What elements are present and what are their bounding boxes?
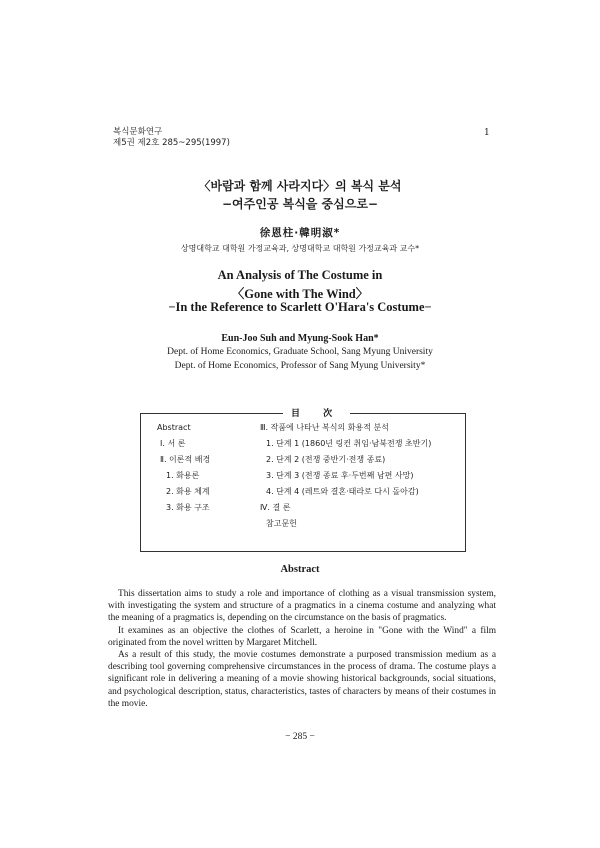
korean-title-line2: −여주인공 복식을 중심으로− (222, 197, 378, 211)
korean-title-line1: 〈바람과 함께 사라지다〉의 복식 분석 (198, 179, 402, 193)
toc-item: 1. 단계 1 (1860년 링컨 취임·남북전쟁 초반기) (266, 439, 432, 448)
korean-affiliation: 상명대학교 대학원 가정교육과, 상명대학교 대학원 가정교육과 교수* (180, 244, 420, 253)
corner-page-number: 1 (484, 128, 490, 138)
toc-item: Ⅱ. 이론적 배경 (160, 455, 211, 464)
table-of-contents-box (140, 413, 466, 552)
toc-item: 2. 단계 2 (전쟁 중반기·전쟁 종료) (266, 455, 386, 464)
abstract-heading: Abstract (280, 564, 320, 575)
english-authors: Eun-Joo Suh and Myung-Sook Han* (221, 333, 379, 344)
toc-item: Ⅰ. 서 론 (160, 439, 186, 448)
english-affiliation-line2: Dept. of Home Economics, Professor of Sang Myung University* (174, 361, 426, 371)
table-of-contents-title: 目 次 (283, 406, 350, 419)
toc-item: Abstract (157, 423, 191, 432)
page-number: − 285 − (285, 732, 315, 742)
abstract-paragraph: As a result of this study, the movie costumes demonstrate a purposed transmission medium as a describing tool governing comprehensive circumstances in the process of drama. The costume plays a significant role in delivering a meaning of a movie showing historical backgrounds, social situations, and psychological description, status, characteristics, tastes of characters by means of their costumes in the movie. (108, 650, 496, 709)
toc-item: 참고문헌 (266, 519, 297, 528)
toc-item: 4. 단계 4 (레트와 결혼·태라로 다시 돌아감) (266, 487, 419, 496)
abstract-paragraph: This dissertation aims to study a role and importance of clothing as a visual transmission system, with investigating the system and structure of a pragmatics in a cinema costume and analyzing what the meaning of a pragmatics is, depending on the circumstance on the basis of pragmatics. (108, 589, 496, 624)
english-affiliation-line1: Dept. of Home Economics, Graduate School, Sang Myung University (167, 347, 433, 357)
abstract-body (108, 588, 496, 710)
english-title-line2: 〈Gone with The Wind〉 (231, 287, 369, 301)
toc-item: Ⅳ. 결 론 (260, 503, 291, 512)
toc-item: 2. 화용 체계 (166, 487, 210, 496)
toc-item: 3. 화용 구조 (166, 503, 210, 512)
korean-authors: 徐恩柱·韓明淑* (259, 227, 341, 239)
journal-volume-info: 제5권 제2호 285~295(1997) (113, 138, 230, 148)
journal-name: 복식문화연구 (113, 127, 163, 137)
journal-header (113, 127, 230, 149)
abstract-paragraph: It examines as an objective the clothes of Scarlett, a heroine in "Gone with the Wind" a film originated from the novel written by Margaret Mitchell. (108, 625, 496, 648)
toc-item: Ⅲ. 작품에 나타난 복식의 화용적 분석 (260, 423, 389, 432)
toc-item: 1. 화용론 (166, 471, 200, 480)
toc-item: 3. 단계 3 (전쟁 종료 후·두번째 남편 사망) (266, 471, 414, 480)
english-title-line1: An Analysis of The Costume in (217, 268, 383, 282)
english-title-line3: −In the Reference to Scarlett O'Hara's Costume− (168, 300, 432, 314)
